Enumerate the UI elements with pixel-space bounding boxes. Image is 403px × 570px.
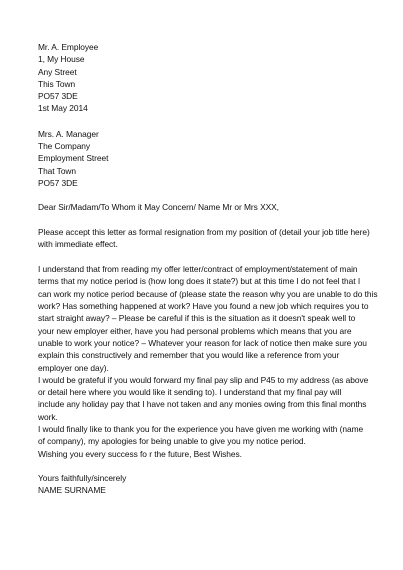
- signature-name: NAME SURNAME: [38, 485, 106, 496]
- paragraph-line: work.: [38, 411, 58, 422]
- paragraph-line: your new employer either, have you had personal problems which means that you are: [38, 325, 352, 336]
- recipient-address: [38, 128, 383, 189]
- paragraph-line: of company), my apologies for being unable to give you my notice period.: [38, 436, 306, 447]
- recipient-town: That Town: [38, 165, 77, 176]
- recipient-postcode: PO57 3DE: [38, 177, 78, 188]
- paragraph-line: Please accept this letter as formal resignation from my position of (detail your job title here): [38, 226, 370, 237]
- paragraph-line: Wishing you every success fo r the future, Best Wishes.: [38, 448, 242, 459]
- sender-postcode: PO57 3DE: [38, 91, 78, 102]
- paragraph-line: unable to work your notice? – Whatever your reason for lack of notice then make sure you: [38, 337, 367, 348]
- body-paragraph: [38, 263, 383, 460]
- paragraph-line: I would finally like to thank you for the experience you have given me working with (name: [38, 424, 364, 435]
- paragraph-line: I would be grateful if you would forward my final pay slip and P45 to my address (as above: [38, 374, 369, 385]
- sender-name: Mr. A. Employee: [38, 42, 99, 52]
- resignation-paragraph: [38, 226, 383, 251]
- paragraph-line: include any holiday pay that I have not taken and any monies owing from this final months: [38, 399, 367, 410]
- closing: [38, 472, 383, 497]
- paragraph-line: employer one day).: [38, 362, 109, 373]
- paragraph-line: with immediate effect.: [38, 238, 118, 249]
- letter-date: 1st May 2014: [38, 103, 88, 114]
- paragraph-line: terms that my notice period is (how long does it state?) but at this time I do not feel that I: [38, 276, 361, 287]
- sender-house: 1, My House: [38, 54, 85, 65]
- sender-street: Any Street: [38, 66, 77, 77]
- sender-town: This Town: [38, 78, 76, 89]
- sign-off: Yours faithfully/sincerely: [38, 472, 127, 483]
- recipient-company: The Company: [38, 141, 91, 152]
- paragraph-line: can work my notice period because of (please state the reason why you are unable to do this: [38, 288, 378, 299]
- paragraph-line: or detail here where you would like it sending to). I understand that my final pay will: [38, 387, 342, 398]
- paragraph-line: explain this constructively and remember that you would like a reference from your: [38, 350, 340, 361]
- salutation-text: Dear Sir/Madam/To Whom it May Concern/ Name Mr or Mrs XXX,: [38, 202, 279, 213]
- paragraph-line: work? Has something happened at work? Have you found a new job which requires you to: [38, 301, 369, 312]
- salutation: [38, 201, 383, 213]
- recipient-name: Mrs. A. Manager: [38, 128, 99, 139]
- recipient-street: Employment Street: [38, 153, 109, 164]
- paragraph-line: I understand that from reading my offer letter/contract of employment/statement of main: [38, 264, 358, 275]
- paragraph-line: start straight away? – Please be careful if this is the situation as it doesn't speak well to: [38, 313, 356, 324]
- sender-address: [38, 41, 383, 115]
